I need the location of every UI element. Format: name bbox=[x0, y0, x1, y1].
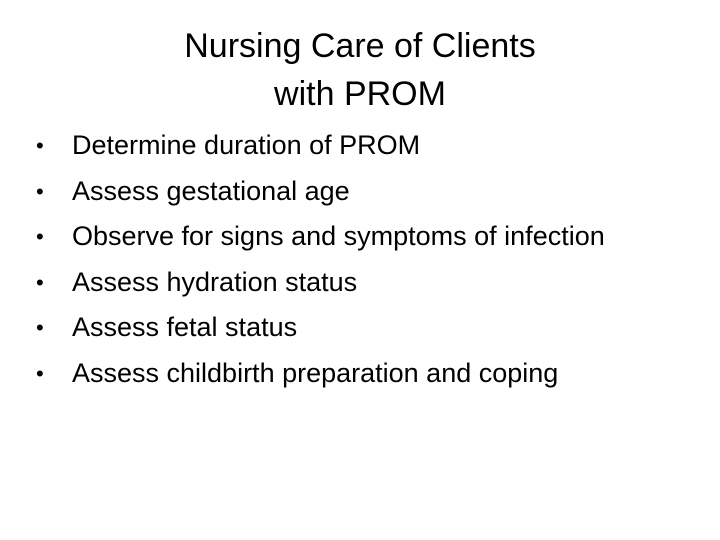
bullet-item bbox=[36, 221, 696, 252]
bullet-dot-icon: • bbox=[36, 178, 44, 204]
bullet-item bbox=[36, 358, 696, 389]
bullet-item bbox=[36, 130, 696, 161]
bullet-text: Assess fetal status bbox=[72, 312, 298, 342]
bullet-text: Observe for signs and symptoms of infection bbox=[72, 221, 605, 251]
bullet-list bbox=[36, 130, 696, 403]
bullet-text: Assess hydration status bbox=[72, 266, 358, 297]
bullet-dot-icon: • bbox=[36, 269, 44, 295]
bullet-dot-icon: • bbox=[36, 360, 44, 386]
bullet-text: Assess gestational age bbox=[72, 175, 350, 206]
bullet-dot-icon: • bbox=[36, 133, 44, 158]
bullet-dot-icon: • bbox=[36, 224, 44, 249]
bullet-item bbox=[36, 176, 696, 207]
slide-title bbox=[60, 22, 660, 118]
slide-title-line-1: Nursing Care of Clients bbox=[184, 27, 536, 65]
bullet-text: Determine duration of PROM bbox=[72, 130, 421, 160]
bullet-dot-icon: • bbox=[36, 315, 44, 340]
slide-title-line-2: with PROM bbox=[274, 75, 446, 113]
bullet-text: Assess childbirth preparation and coping bbox=[72, 357, 559, 388]
bullet-item bbox=[36, 267, 696, 298]
bullet-item bbox=[36, 312, 696, 343]
